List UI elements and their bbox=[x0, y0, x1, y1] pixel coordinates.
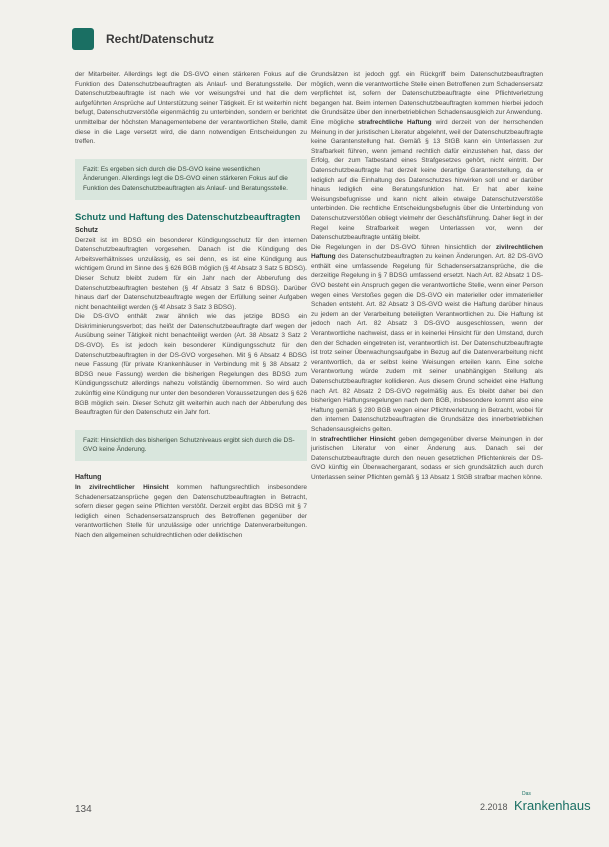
bold-phrase: strafrechtliche Haftung bbox=[358, 118, 432, 126]
paragraph: Die DS-GVO enthält zwar ähnlich wie das jetzige BDSG ein Diskriminierungsverbot; das heißt der Datenschutzbeauftragte darf wegen der Ausübung seiner Tätigkeit nicht benachteiligt werden (Art. 38 Absatz 3 Satz 2 DS-GVO). Es ist jedoch kein besonderer Kündigungsschutz für den Datenschutzbeauftragten in der DS-GVO vorgesehen. Mit § 6 Absatz 4 BDSG neue Fassung (für private Krankenhäuser in Verbindung mit § 38 Absatz 2 BDSG neue Fassung) werden die bisherigen Regelungen des BDSG zum Kündigungsschutz allerdings nahezu vollständig übernommen. So wird auch zukünftig eine Kündigung nur unter den besonderen Voraussetzungen des § 626 BGB möglich sein. Dieser Schutz gilt weiterhin auch nach der Abberufung des Beauftragten für den Datenschutz ein Jahr fort. bbox=[75, 313, 308, 417]
paragraph bbox=[311, 118, 543, 243]
paragraph bbox=[311, 243, 543, 435]
bold-phrase: In zivilrechtlicher Hinsicht bbox=[75, 484, 169, 491]
paragraph-text: kommen haftungsrechtlich insbesondere Schadenersatzansprüche gegen den Datenschutzbeauftragten in Betracht, sofern dieser gegen seine Pflichten verstößt. Derzeit ergibt das BDSG mit § 7 lediglich einen Schadensersatzanspruch des Betroffenen gegenüber der verantwortlichen Stelle für unzulässige oder unrichtige Datenverarbeitungen. Nach den allgemeinen schuldrechtlichen oder deliktischen bbox=[75, 484, 307, 539]
paragraph bbox=[75, 483, 307, 541]
right-column bbox=[311, 70, 543, 483]
section-title: Recht/Datenschutz bbox=[106, 32, 215, 46]
magazine-brand bbox=[514, 791, 591, 813]
brand-name: Krankenhaus bbox=[514, 798, 591, 813]
bold-phrase: zivilrechtlichen Haftung bbox=[311, 243, 543, 261]
section-marker bbox=[72, 28, 94, 50]
issue-number: 2.2018 bbox=[480, 802, 508, 812]
subheading-schutz: Schutz bbox=[75, 226, 98, 234]
paragraph-text: In bbox=[311, 435, 320, 443]
section-header bbox=[72, 28, 214, 50]
summary-box: Fazit: Es ergeben sich durch die DS-GVO keine wesentlichen Änderungen. Allerdings legt die DS-GVO einen stärkeren Fokus auf die Funktion des Datenschutzbeauftragten als Anlauf- und Beratungsstelle. bbox=[75, 159, 307, 200]
summary-box: Fazit: Hinsichtlich des bisherigen Schutzniveaus ergibt sich durch die DS-GVO keine Änderung. bbox=[75, 430, 307, 461]
paragraph-text: wird derzeit von der herrschenden Meinung in der juristischen Literatur abgelehnt, weil der Datenschutzbeauftragte keine Garantenstellung hat. Gemäß § 13 StGB kann ein Unterlassen zur Strafbarkeit führen, wenn jemand rechtlich dafür einzustehen hat, dass der Erfolg, der zum Tatbestand eines Strafgesetzes gehört, nicht eintritt. Der Datenschutzbeauftragte hat derzeit keine derartige Garantenstellung, da er lediglich auf die Einhaltung des Datenschutzes hinwirken soll und er darüber hinaus lediglich eine Beratungsfunktion hat. Er hat aber keine Weisungsbefugnisse und kann nicht allein etwaige Datenschutzverstöße unterbinden. Die rechtliche Entscheidungsbefugnis über die Unterbindung von Datenschutzverstößen obliegt vielmehr der Geschäftsführung. Daher liegt in der Regel keine Strafbarkeit wegen Unterlassen vor, wenn der Datenschutzbeauftragte untätig bleibt. bbox=[311, 118, 543, 242]
subheading-haftung: Haftung bbox=[75, 474, 102, 481]
page-number: 134 bbox=[75, 804, 92, 815]
left-column bbox=[75, 70, 307, 541]
paragraph-text: des Datenschutzbeauftragten zu keinen Änderungen. Art. 82 DS-GVO enthält eine umfassende Regelung für Schadensersatzansprüche, die die derzeitige Regelung in § 7 BDSG umfassend ersetzt. Nach Art. 82 Absatz 1 DS-GVO besteht ein Anspruch gegen die verantwortliche Stelle, wenn einer Person wegen eines Verstoßes gegen die DS-GVO ein materieller oder immaterieller Schaden entsteht. Art. 82 Absatz 3 DS-GVO weist die Haftung darüber hinaus zu jedem an der Verarbeitung beteiligten Verantwortlichen zu. Die Haftung ist jedoch nach Art. 82 Absatz 3 DS-GVO ausgeschlossen, wenn der Verantwortliche nachweist, dass er in keinerlei Hinsicht für den Umstand, durch den der Schaden eingetreten ist, verantwortlich ist. Der Datenschutzbeauftragte ist trotz seiner Überwachungsaufgabe in Bezug auf die Datenverarbeitung nicht verantwortlich, da er selbst keine Weisungen erteilen kann. Eine solche Verantwortung würde zudem mit seiner unabhängigen Stellung als Datenschutzbeauftragter kollidieren. Aus diesem Grund scheidet eine Haftung nach Art. 82 Absatz 2 DS-GVO regelmäßig aus. Es bleibt daher bei den bisherigen Haftungsregelungen nach dem BGB, insbesondere kommt also eine Haftung gemäß § 280 BGB wegen einer Pflichtverletzung in Betracht, wobei für den internen Datenschutzbeauftragten die Grundsätze des innerbetrieblichen Schadensausgleichs gelten. bbox=[311, 253, 543, 433]
paragraph bbox=[311, 435, 543, 483]
paragraph: Derzeit ist im BDSG ein besonderer Kündigungsschutz für den internen Datenschutzbeauftragten vorgesehen. Danach ist die Kündigung des Arbeitsverhältnisses unzulässig, es sei denn, es ist eine Kündigung aus wichtigem Grund im Sinne des § 626 BGB möglich (§ 4f Absatz 3 Satz 5 BDSG). Dieser Schutz bleibt zudem für ein Jahr nach der Abberufung des Datenschutzbeauftragten bestehen (§ 4f Absatz 3 Satz 6 BDSG). Darüber hinaus darf der Datenschutzbeauftragte wegen der Erfüllung seiner Aufgaben nicht benachteiligt werden (§ 4f Absatz 3 Satz 3 BDSG). bbox=[75, 236, 307, 311]
bold-phrase: strafrechtlicher Hinsicht bbox=[319, 435, 396, 443]
paragraph-text: Die Regelungen in der DS-GVO führen hinsichtlich der bbox=[311, 243, 497, 251]
paragraph-text: Eine mögliche bbox=[311, 118, 359, 126]
paragraph: der Mitarbeiter. Allerdings legt die DS-GVO einen stärkeren Fokus auf die Funktion des Datenschutzbeauftragten als Anlauf- und Beratungsstelle. Der Datenschutzbeauftragte ist nach wie vor weisungsfrei und hat die dem aufgeführten Ansprüche auf Unterstützung seiner Tätigkeit. Er ist weiterhin nicht befugt, Datenschutzverstöße eigenmächtig zu unterbinden, sondern er berichtet unmittelbar der höchsten Managementebene der verantwortlichen Stelle, damit diese in die Lage versetzt wird, die dann notwendigen Entscheidungen zu treffen. bbox=[75, 71, 307, 146]
paragraph: Grundsätzen ist jedoch ggf. ein Rückgriff beim Datenschutzbeauftragten möglich, wenn die verantwortliche Stelle einen Betroffenen zum Schadensersatz verpflichtet ist, sofern der Datenschutzbeauftragte eine Pflichtverletzung begangen hat. Beim internen Datenschutzbeauftragten kommen hierbei jedoch die Grundsätze über den innerbetrieblichen Schadensausgleich zur Anwendung. bbox=[311, 71, 543, 117]
section-heading: Schutz und Haftung des Datenschutzbeauftragten bbox=[75, 211, 301, 223]
brand-prefix: Das bbox=[522, 791, 531, 797]
paragraph-text: geben demgegenüber diverse Meinungen in der juristischen Literatur von einer Änderung aus. Danach sei der Datenschutzbeauftragte durch den neuen gesetzlichen Pflichtenkreis der DS-GVO künftig ein Überwachergarant, sodass er sich grundsätzlich auch durch Unterlassen seiner Pflichten gemäß § 13 Absatz 1 StGB strafbar machen könne. bbox=[311, 435, 543, 481]
